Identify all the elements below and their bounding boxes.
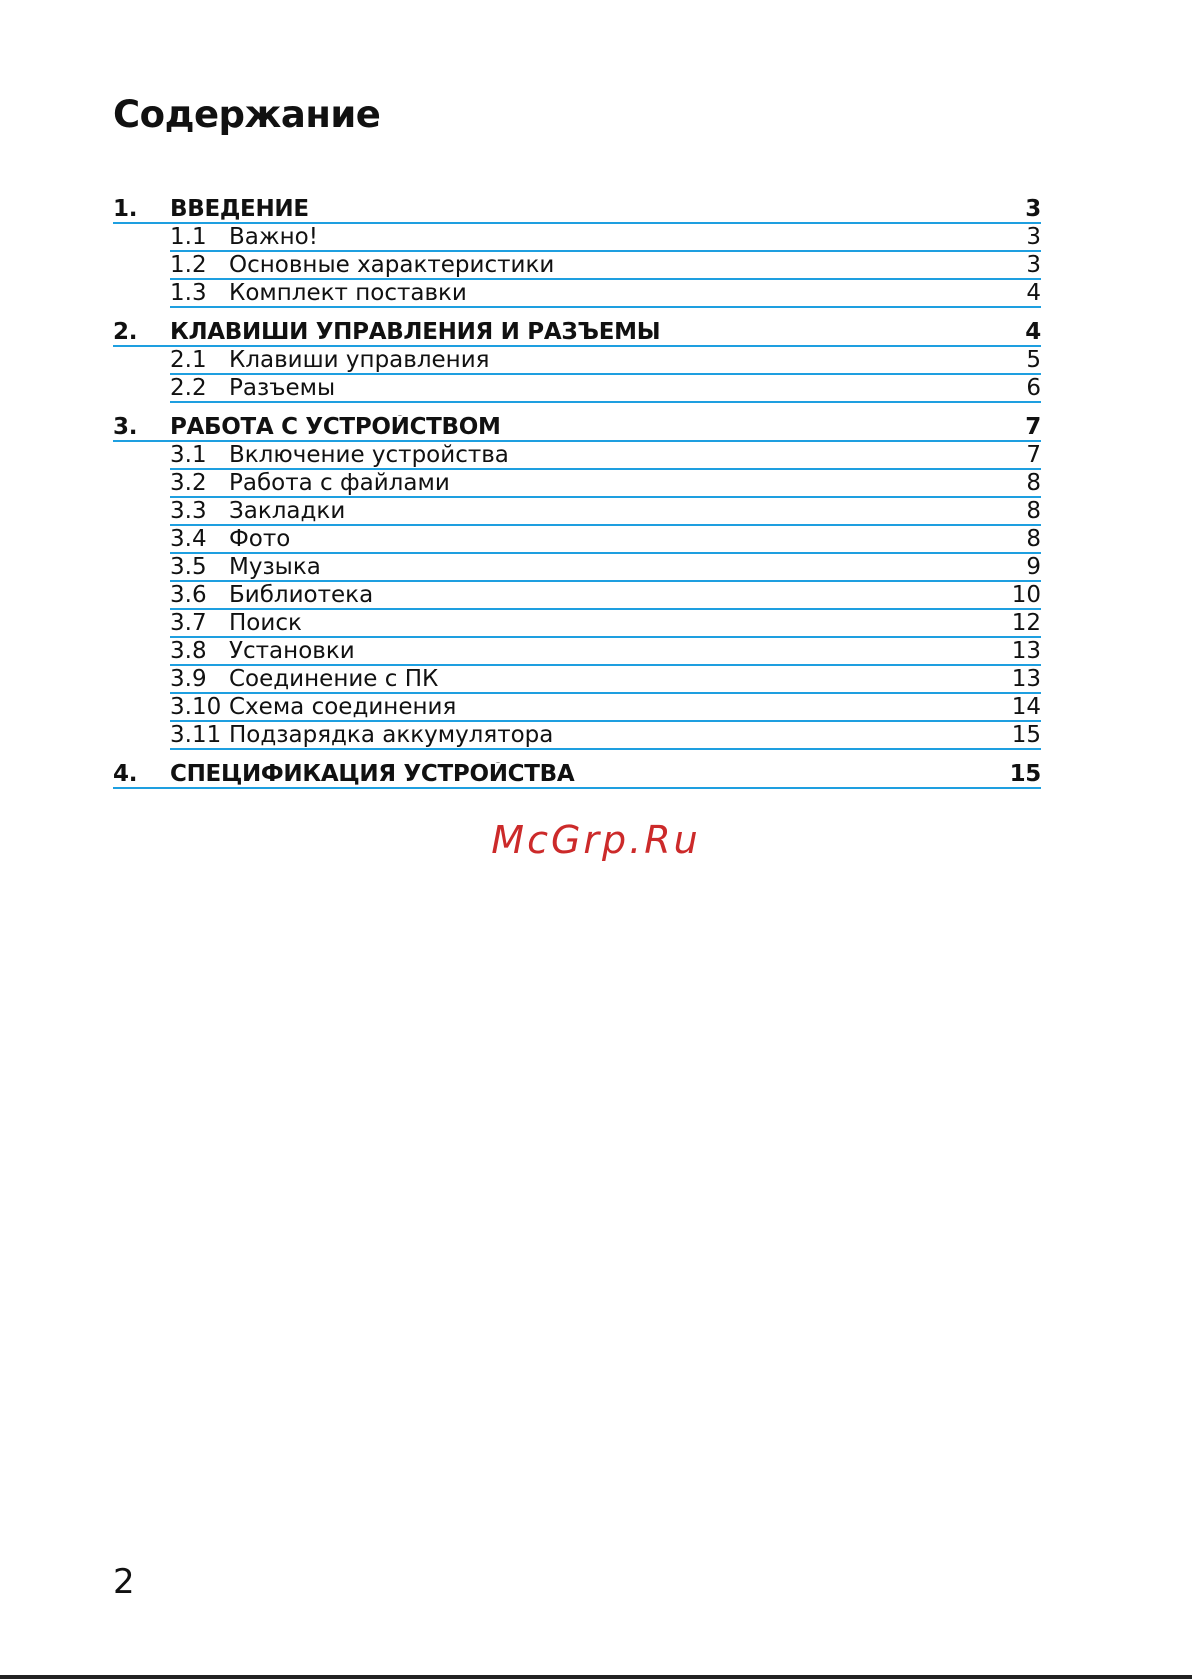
toc-number: 2.2 (170, 375, 207, 401)
toc-page-number: 8 (1026, 498, 1041, 524)
toc-page-number: 8 (1026, 526, 1041, 552)
toc-page-number: 3 (1026, 224, 1041, 250)
page-title: Содержание (113, 93, 381, 136)
toc-number: 1. (113, 196, 138, 222)
toc-label: Включение устройства (229, 443, 509, 468)
toc-page-number: 4 (1025, 319, 1041, 345)
toc-entry-features[interactable] (170, 252, 1041, 280)
toc-label: Подзарядка аккумулятора (229, 723, 554, 748)
toc-page-number: 5 (1026, 347, 1041, 373)
toc-page-number: 8 (1026, 470, 1041, 496)
toc-number: 3.2 (170, 470, 207, 496)
toc-label: Фото (229, 527, 291, 552)
toc-section-introduction[interactable] (113, 196, 1041, 224)
toc-entry-bookmarks[interactable] (170, 498, 1041, 526)
toc-label: Клавиши управления (229, 348, 490, 373)
toc-page-number: 15 (1009, 761, 1041, 787)
page-number: 2 (113, 1562, 135, 1602)
toc-section-specification[interactable] (113, 761, 1041, 789)
toc-number: 2. (113, 319, 138, 345)
toc-number: 3.9 (170, 666, 207, 692)
toc-number: 3.7 (170, 610, 207, 636)
bottom-edge-rule (0, 1675, 1192, 1679)
toc-number: 3. (113, 414, 138, 440)
toc-number: 3.4 (170, 526, 207, 552)
toc-number: 3.10 (170, 694, 222, 720)
toc-label: СПЕЦИФИКАЦИЯ УСТРОЙСТВА (170, 762, 575, 787)
toc-entry-files[interactable] (170, 470, 1041, 498)
watermark: McGrp.Ru (491, 818, 701, 862)
toc-page-number: 3 (1026, 252, 1041, 278)
toc-number: 1.3 (170, 280, 207, 306)
table-of-contents (113, 196, 1041, 789)
toc-label: Музыка (229, 555, 321, 580)
toc-number: 3.8 (170, 638, 207, 664)
toc-page-number: 6 (1026, 375, 1041, 401)
toc-page-number: 3 (1025, 196, 1041, 222)
toc-number: 3.6 (170, 582, 207, 608)
toc-label: Важно! (229, 225, 318, 250)
toc-entry-pc-connection[interactable] (170, 666, 1041, 694)
toc-label: ВВЕДЕНИЕ (170, 197, 309, 222)
toc-entry-important[interactable] (170, 224, 1041, 252)
toc-entry-battery-charging[interactable] (170, 722, 1041, 750)
toc-number: 4. (113, 761, 138, 787)
toc-label: Библиотека (229, 583, 374, 608)
toc-label: РАБОТА С УСТРОЙСТВОМ (170, 415, 501, 440)
toc-section-operation[interactable] (113, 414, 1041, 442)
toc-page-number: 14 (1011, 694, 1041, 720)
toc-entry-settings[interactable] (170, 638, 1041, 666)
toc-label: Поиск (229, 611, 302, 636)
toc-number: 2.1 (170, 347, 207, 373)
toc-page-number: 10 (1011, 582, 1041, 608)
toc-section-controls[interactable] (113, 319, 1041, 347)
toc-entry-power-on[interactable] (170, 442, 1041, 470)
toc-entry-connection-diagram[interactable] (170, 694, 1041, 722)
toc-label: Комплект поставки (229, 281, 467, 306)
toc-number: 1.2 (170, 252, 207, 278)
toc-entry-control-keys[interactable] (170, 347, 1041, 375)
toc-label: Соединение с ПК (229, 667, 439, 692)
toc-entry-music[interactable] (170, 554, 1041, 582)
toc-number: 3.3 (170, 498, 207, 524)
toc-label: Разъемы (229, 376, 336, 401)
toc-label: КЛАВИШИ УПРАВЛЕНИЯ И РАЗЪЕМЫ (170, 320, 661, 345)
toc-entry-search[interactable] (170, 610, 1041, 638)
toc-page-number: 9 (1026, 554, 1041, 580)
toc-page-number: 13 (1011, 666, 1041, 692)
toc-page-number: 7 (1026, 442, 1041, 468)
toc-label: Установки (229, 639, 355, 664)
toc-page-number: 4 (1026, 280, 1041, 306)
toc-number: 3.11 (170, 722, 222, 748)
toc-label: Работа с файлами (229, 471, 450, 496)
toc-entry-photo[interactable] (170, 526, 1041, 554)
toc-page-number: 15 (1011, 722, 1041, 748)
toc-number: 1.1 (170, 224, 207, 250)
toc-page-number: 13 (1011, 638, 1041, 664)
toc-label: Основные характеристики (229, 253, 555, 278)
toc-number: 3.5 (170, 554, 207, 580)
toc-page-number: 12 (1011, 610, 1041, 636)
toc-entry-connectors[interactable] (170, 375, 1041, 403)
toc-entry-package[interactable] (170, 280, 1041, 308)
toc-number: 3.1 (170, 442, 207, 468)
toc-entry-library[interactable] (170, 582, 1041, 610)
toc-label: Закладки (229, 499, 346, 524)
toc-label: Схема соединения (229, 695, 457, 720)
toc-page-number: 7 (1025, 414, 1041, 440)
